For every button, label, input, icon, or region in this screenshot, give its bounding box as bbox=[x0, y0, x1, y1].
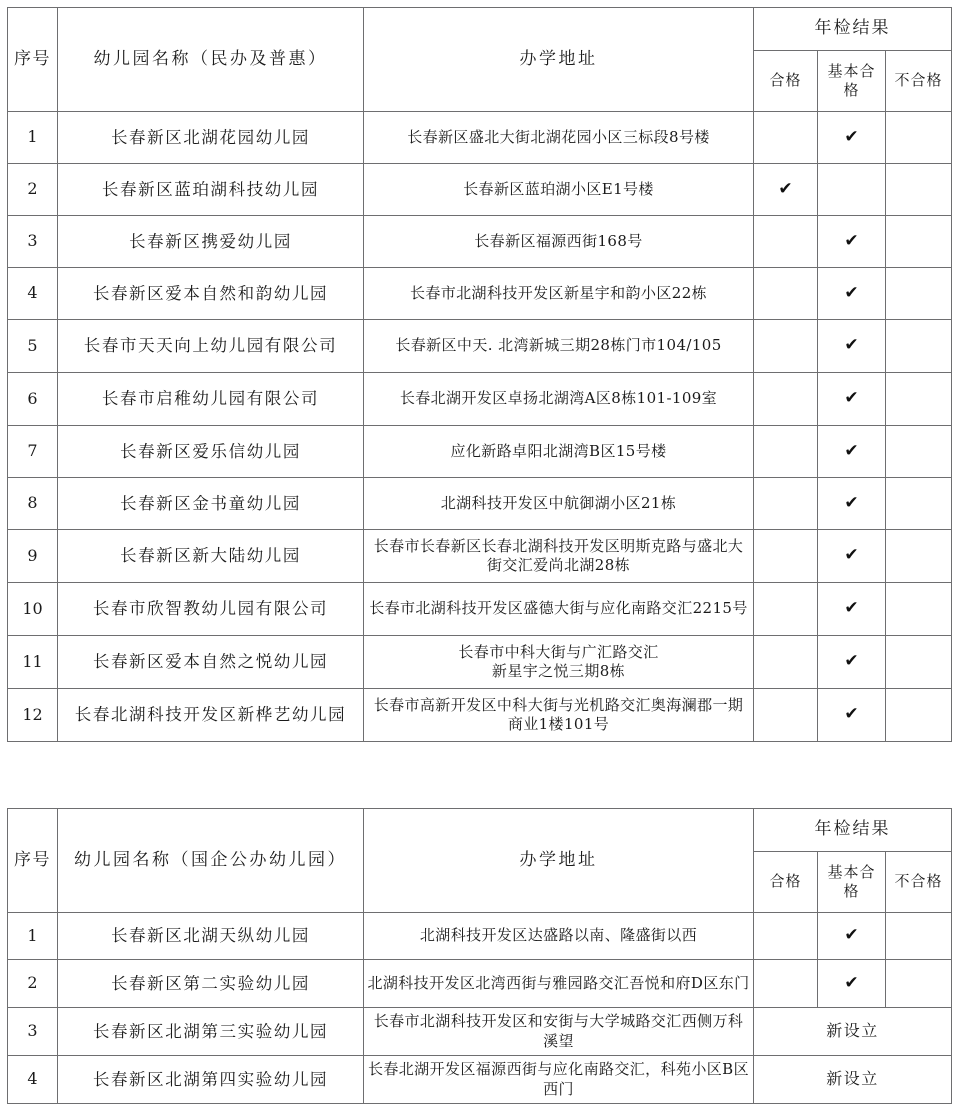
row-result-fail bbox=[886, 913, 952, 960]
table-minban-head bbox=[8, 8, 952, 112]
row-result-fail bbox=[886, 112, 952, 164]
row-address: 长春市中科大街与广汇路交汇 新星宇之悦三期8栋 bbox=[364, 636, 754, 689]
table-row bbox=[8, 1008, 952, 1056]
row-result-basic-pass bbox=[818, 960, 886, 1008]
row-index: 4 bbox=[8, 1056, 58, 1104]
header-annual-result-group: 年检结果 bbox=[754, 809, 952, 852]
table-minban-container bbox=[7, 7, 951, 742]
row-result-fail bbox=[886, 320, 952, 373]
row-result-pass bbox=[754, 164, 818, 216]
row-result-pass bbox=[754, 478, 818, 530]
table-guoqi-body bbox=[8, 913, 952, 1104]
checkmark-icon: ✔ bbox=[844, 282, 859, 303]
row-result-basic-pass bbox=[818, 268, 886, 320]
row-result-fail bbox=[886, 478, 952, 530]
table-row bbox=[8, 583, 952, 636]
row-index: 9 bbox=[8, 530, 58, 583]
header-annual-result-group: 年检结果 bbox=[754, 8, 952, 51]
row-index: 8 bbox=[8, 478, 58, 530]
row-address: 应化新路卓阳北湖湾B区15号楼 bbox=[364, 426, 754, 478]
checkmark-icon: ✔ bbox=[844, 388, 859, 409]
table-row bbox=[8, 913, 952, 960]
row-result-fail bbox=[886, 268, 952, 320]
checkmark-icon: ✔ bbox=[844, 545, 859, 566]
row-result-fail bbox=[886, 216, 952, 268]
checkmark-icon: ✔ bbox=[844, 492, 859, 513]
row-address: 长春市北湖科技开发区和安街与大学城路交汇西侧万科溪望 bbox=[364, 1008, 754, 1056]
row-kindergarten-name: 长春新区金书童幼儿园 bbox=[58, 478, 364, 530]
row-kindergarten-name: 长春新区第二实验幼儿园 bbox=[58, 960, 364, 1008]
row-result-fail bbox=[886, 164, 952, 216]
table-row bbox=[8, 320, 952, 373]
row-result-fail bbox=[886, 583, 952, 636]
table-row bbox=[8, 426, 952, 478]
row-address: 长春北湖开发区福源西街与应化南路交汇，科苑小区B区西门 bbox=[364, 1056, 754, 1104]
table-guoqi bbox=[7, 808, 952, 1104]
row-new-establishment-note: 新设立 bbox=[754, 1008, 952, 1056]
row-address: 北湖科技开发区达盛路以南、隆盛街以西 bbox=[364, 913, 754, 960]
row-index: 5 bbox=[8, 320, 58, 373]
header-result-basic-pass: 基本合格 bbox=[818, 852, 886, 913]
row-address: 长春市北湖科技开发区新星宇和韵小区22栋 bbox=[364, 268, 754, 320]
row-result-pass bbox=[754, 636, 818, 689]
row-kindergarten-name: 长春新区蓝珀湖科技幼儿园 bbox=[58, 164, 364, 216]
row-result-pass bbox=[754, 373, 818, 426]
header-kindergarten-name: 幼儿园名称（民办及普惠） bbox=[58, 8, 364, 112]
row-result-pass bbox=[754, 426, 818, 478]
row-address: 长春新区福源西街168号 bbox=[364, 216, 754, 268]
row-kindergarten-name: 长春新区北湖天纵幼儿园 bbox=[58, 913, 364, 960]
row-index: 4 bbox=[8, 268, 58, 320]
checkmark-icon: ✔ bbox=[844, 704, 859, 725]
row-result-fail bbox=[886, 426, 952, 478]
row-result-basic-pass bbox=[818, 373, 886, 426]
row-result-fail bbox=[886, 636, 952, 689]
table-row bbox=[8, 216, 952, 268]
table-row bbox=[8, 164, 952, 216]
row-index: 3 bbox=[8, 1008, 58, 1056]
row-index: 2 bbox=[8, 164, 58, 216]
row-result-pass bbox=[754, 530, 818, 583]
row-index: 1 bbox=[8, 112, 58, 164]
checkmark-icon: ✔ bbox=[844, 972, 859, 993]
row-result-pass bbox=[754, 320, 818, 373]
row-new-establishment-note: 新设立 bbox=[754, 1056, 952, 1104]
table-minban-body bbox=[8, 112, 952, 742]
row-address: 长春市北湖科技开发区盛德大街与应化南路交汇2215号 bbox=[364, 583, 754, 636]
table-row bbox=[8, 373, 952, 426]
row-address: 长春新区中天. 北湾新城三期28栋门市104/105 bbox=[364, 320, 754, 373]
row-kindergarten-name: 长春市欣智教幼儿园有限公司 bbox=[58, 583, 364, 636]
row-index: 12 bbox=[8, 689, 58, 742]
row-address: 长春新区蓝珀湖小区E1号楼 bbox=[364, 164, 754, 216]
table-row bbox=[8, 689, 952, 742]
row-address: 长春新区盛北大街北湖花园小区三标段8号楼 bbox=[364, 112, 754, 164]
row-result-basic-pass bbox=[818, 689, 886, 742]
row-address: 长春北湖开发区卓扬北湖湾A区8栋101-109室 bbox=[364, 373, 754, 426]
row-result-basic-pass bbox=[818, 164, 886, 216]
row-result-pass bbox=[754, 112, 818, 164]
row-result-pass bbox=[754, 216, 818, 268]
row-kindergarten-name: 长春新区爱乐信幼儿园 bbox=[58, 426, 364, 478]
row-result-fail bbox=[886, 689, 952, 742]
checkmark-icon: ✔ bbox=[844, 230, 859, 251]
row-kindergarten-name: 长春新区爱本自然和韵幼儿园 bbox=[58, 268, 364, 320]
row-kindergarten-name: 长春新区新大陆幼儿园 bbox=[58, 530, 364, 583]
row-result-pass bbox=[754, 960, 818, 1008]
row-kindergarten-name: 长春新区爱本自然之悦幼儿园 bbox=[58, 636, 364, 689]
row-result-basic-pass bbox=[818, 636, 886, 689]
row-index: 10 bbox=[8, 583, 58, 636]
row-kindergarten-name: 长春新区北湖第三实验幼儿园 bbox=[58, 1008, 364, 1056]
row-result-fail bbox=[886, 960, 952, 1008]
table-row bbox=[8, 1056, 952, 1104]
table-row bbox=[8, 112, 952, 164]
row-index: 11 bbox=[8, 636, 58, 689]
row-kindergarten-name: 长春新区北湖第四实验幼儿园 bbox=[58, 1056, 364, 1104]
row-index: 6 bbox=[8, 373, 58, 426]
checkmark-icon: ✔ bbox=[778, 178, 793, 199]
header-kindergarten-name: 幼儿园名称（国企公办幼儿园） bbox=[58, 809, 364, 913]
header-result-fail: 不合格 bbox=[886, 852, 952, 913]
header-row-top bbox=[8, 8, 952, 51]
row-result-pass bbox=[754, 268, 818, 320]
header-result-pass: 合格 bbox=[754, 852, 818, 913]
header-result-fail: 不合格 bbox=[886, 51, 952, 112]
row-kindergarten-name: 长春市天天向上幼儿园有限公司 bbox=[58, 320, 364, 373]
row-result-basic-pass bbox=[818, 530, 886, 583]
checkmark-icon: ✔ bbox=[844, 651, 859, 672]
table-row bbox=[8, 478, 952, 530]
row-result-pass bbox=[754, 583, 818, 636]
header-result-pass: 合格 bbox=[754, 51, 818, 112]
header-row-top bbox=[8, 809, 952, 852]
checkmark-icon: ✔ bbox=[844, 925, 859, 946]
row-result-basic-pass bbox=[818, 913, 886, 960]
table-row bbox=[8, 960, 952, 1008]
checkmark-icon: ✔ bbox=[844, 126, 859, 147]
row-address: 长春市长春新区长春北湖科技开发区明斯克路与盛北大街交汇爱尚北湖28栋 bbox=[364, 530, 754, 583]
row-index: 1 bbox=[8, 913, 58, 960]
row-address: 北湖科技开发区中航御湖小区21栋 bbox=[364, 478, 754, 530]
row-result-basic-pass bbox=[818, 583, 886, 636]
table-row bbox=[8, 268, 952, 320]
row-result-basic-pass bbox=[818, 320, 886, 373]
row-result-pass bbox=[754, 913, 818, 960]
row-result-fail bbox=[886, 373, 952, 426]
row-result-basic-pass bbox=[818, 426, 886, 478]
row-result-pass bbox=[754, 689, 818, 742]
row-kindergarten-name: 长春新区北湖花园幼儿园 bbox=[58, 112, 364, 164]
checkmark-icon: ✔ bbox=[844, 335, 859, 356]
row-result-basic-pass bbox=[818, 478, 886, 530]
row-index: 2 bbox=[8, 960, 58, 1008]
row-index: 3 bbox=[8, 216, 58, 268]
row-result-basic-pass bbox=[818, 112, 886, 164]
table-row bbox=[8, 530, 952, 583]
row-address: 北湖科技开发区北湾西街与雅园路交汇吾悦和府D区东门 bbox=[364, 960, 754, 1008]
row-kindergarten-name: 长春北湖科技开发区新桦艺幼儿园 bbox=[58, 689, 364, 742]
table-minban bbox=[7, 7, 952, 742]
table-guoqi-container bbox=[7, 808, 951, 1104]
header-address: 办学地址 bbox=[364, 809, 754, 913]
row-result-basic-pass bbox=[818, 216, 886, 268]
table-row bbox=[8, 636, 952, 689]
header-result-basic-pass: 基本合格 bbox=[818, 51, 886, 112]
checkmark-icon: ✔ bbox=[844, 440, 859, 461]
table-guoqi-head bbox=[8, 809, 952, 913]
row-result-fail bbox=[886, 530, 952, 583]
header-address: 办学地址 bbox=[364, 8, 754, 112]
header-index: 序号 bbox=[8, 8, 58, 112]
row-kindergarten-name: 长春新区携爱幼儿园 bbox=[58, 216, 364, 268]
row-kindergarten-name: 长春市启稚幼儿园有限公司 bbox=[58, 373, 364, 426]
header-index: 序号 bbox=[8, 809, 58, 913]
checkmark-icon: ✔ bbox=[844, 598, 859, 619]
row-address: 长春市高新开发区中科大街与光机路交汇奥海澜郡一期商业1楼101号 bbox=[364, 689, 754, 742]
row-index: 7 bbox=[8, 426, 58, 478]
